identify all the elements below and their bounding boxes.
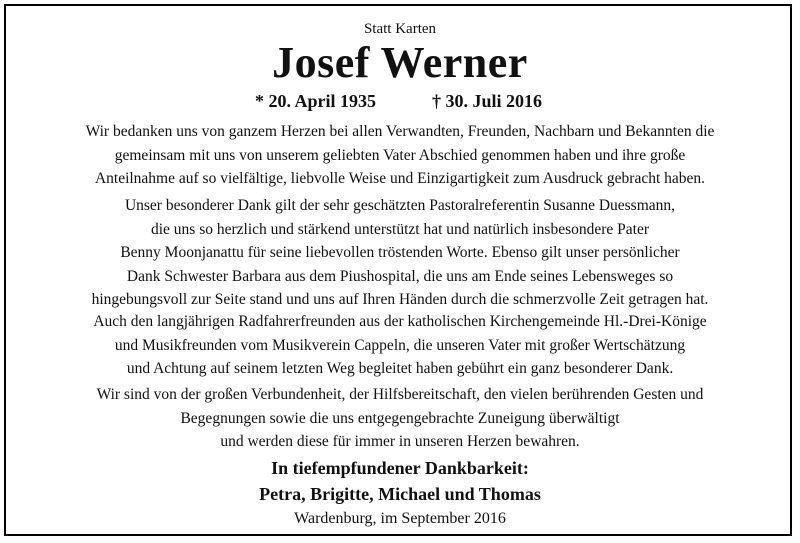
- life-dates: [0, 90, 800, 112]
- paragraph-line: und Achtung auf seinem letzten Weg begleitet haben gebührt ein ganz besonderer Dank.: [126, 360, 674, 377]
- thanks-paragraph-2: [0, 194, 800, 312]
- signatories: Petra, Brigitte, Michael und Thomas: [259, 484, 541, 504]
- paragraph-line: Auch den langjährigen Radfahrerfreunden aus der katholischen Kirchengemeinde Hl.-Drei-Könige: [93, 313, 707, 330]
- paragraph-line: und Musikfreunden vom Musikverein Cappeln, die unseren Vater mit großer Wertschätzung: [114, 336, 686, 354]
- birth-date: * 20. April 1935: [255, 91, 377, 111]
- paragraph-line: hingebungsvoll zur Seite stand und uns auf Ihren Händen durch die schmerzvolle Zeit getragen hat.: [91, 291, 709, 308]
- paragraph-line: und werden diese für immer in unseren Herzen bewahren.: [220, 433, 580, 450]
- kicker-text: Statt Karten: [363, 21, 437, 37]
- paragraph-line: Wir sind von der großen Verbundenheit, der Hilfsbereitschaft, den vielen berührenden Gesten und: [96, 386, 704, 403]
- paragraph-line: Dank Schwester Barbara aus dem Piushospital, die uns am Ende seines Lebensweges so: [126, 267, 674, 285]
- thanks-paragraph-4: [0, 383, 800, 454]
- closing-line: In tiefempfundener Dankbarkeit:: [271, 458, 529, 478]
- paragraph-line: Unser besonderer Dank gilt der sehr geschätzten Pastoralreferentin Susanne Duessmann,: [124, 197, 676, 214]
- place-and-date: Wardenburg, im September 2016: [294, 510, 506, 527]
- paragraph-line: gemeinsam mit uns von unserem geliebten Vater Abschied genommen haben und ihre große: [114, 146, 686, 164]
- deceased-name: Josef Werner: [272, 38, 528, 87]
- death-date: † 30. Juli 2016: [432, 91, 543, 111]
- paragraph-line: Anteilnahme auf so vielfältige, liebvolle Weise und Einzigartigkeit zum Ausdruck gebracht haben.: [94, 170, 706, 187]
- paragraph-line: Begegnungen sowie die uns entgegengebrachte Zuneigung überwältigt: [180, 409, 620, 427]
- paragraph-line: die uns so herzlich und stärkend unterstützt hat und natürlich insbesondere Pater: [150, 220, 650, 238]
- paragraph-line: Wir bedanken uns von ganzem Herzen bei allen Verwandten, Freunden, Nachbarn und Bekannten die: [85, 123, 715, 140]
- thanks-paragraph-1: [0, 120, 800, 191]
- paragraph-line: Benny Moonjanattu für seine liebevollen tröstenden Worte. Ebenso gilt unser persönlicher: [120, 244, 680, 261]
- thanks-paragraph-3: [0, 310, 800, 381]
